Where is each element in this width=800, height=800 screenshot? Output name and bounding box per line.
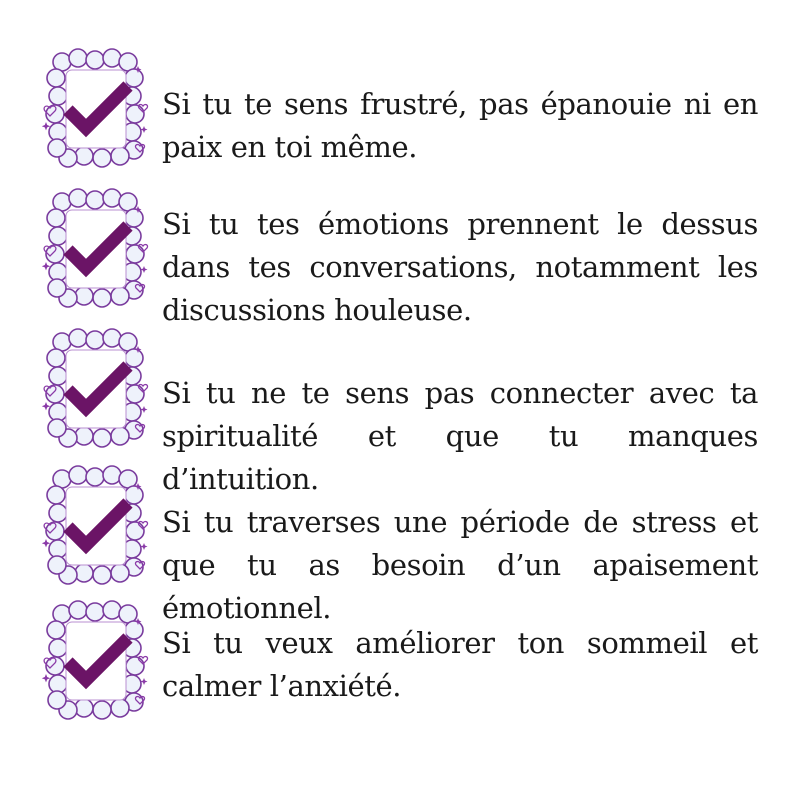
cloud-frame-checkmark-icon	[40, 328, 152, 448]
cloud-frame-checkmark-icon	[40, 600, 152, 720]
item-text-1: Si tu te sens frustré, pas épanouie ni en paix en toi même.	[162, 87, 758, 164]
cloud-frame-checkmark-icon	[40, 465, 152, 585]
item-text-4: Si tu traverses une période de stress et que tu as besoin d’un apaisement émotionnel.	[162, 505, 758, 625]
cloud-frame-checkmark-icon	[40, 188, 152, 308]
item-text-3: Si tu ne te sens pas connecter avec ta spiritualité et que tu manques d’intuition.	[162, 376, 758, 496]
item-text-2: Si tu tes émotions prennent le dessus dans tes conversations, notamment les discussions houleuse.	[162, 207, 758, 327]
cloud-frame-checkmark-icon	[40, 48, 152, 168]
item-text-5: Si tu veux améliorer ton sommeil et calmer l’anxiété.	[162, 626, 758, 703]
